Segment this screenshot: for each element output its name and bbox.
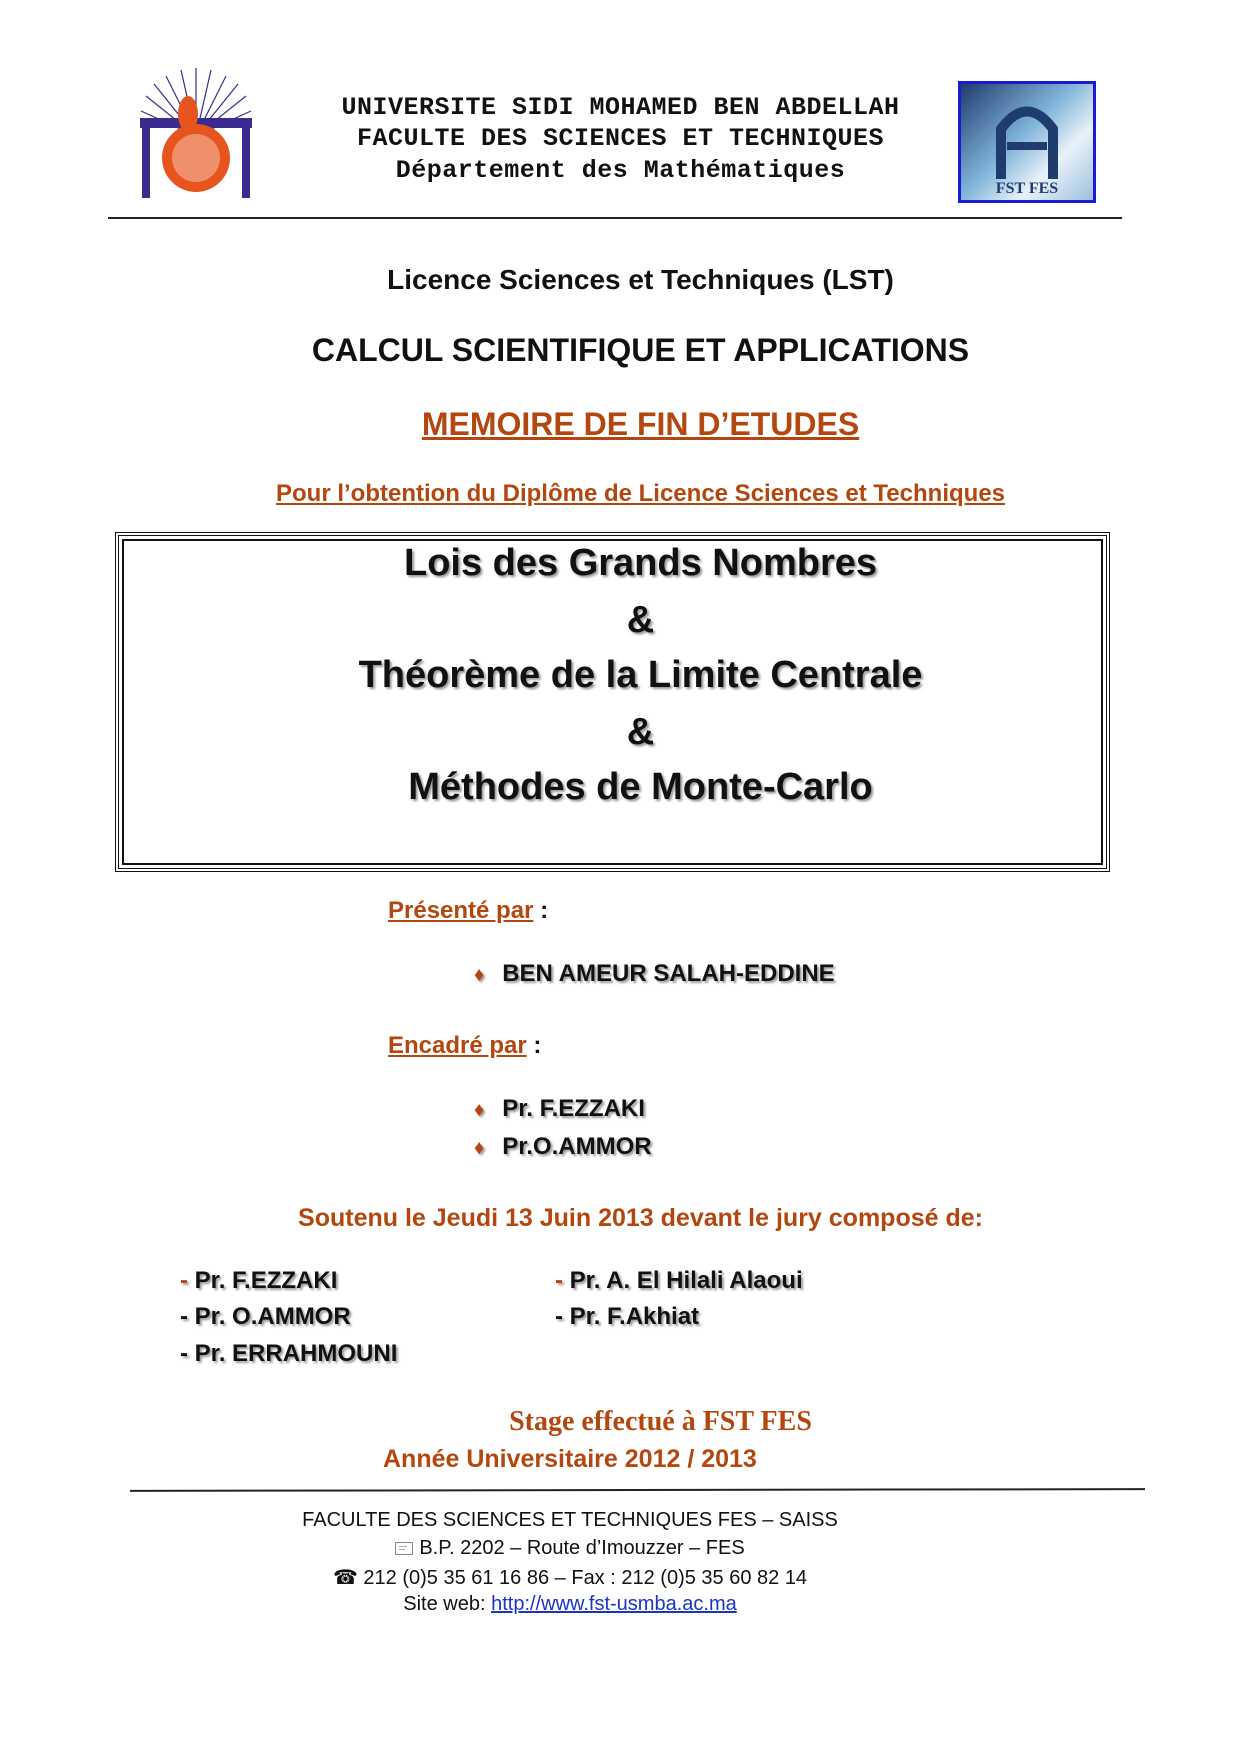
footer-phone: ☎ 212 (0)5 35 61 16 86 – Fax : 212 (0)5 35 60 82 14 — [332, 1567, 808, 1589]
footer-faculty: FACULTE DES SCIENCES ET TECHNIQUES FES – SAISS — [302, 1509, 838, 1531]
supervisor-name: Pr.O.AMMOR — [502, 1133, 652, 1160]
university-name: UNIVERSITE SIDI MOHAMED BEN ABDELLAH — [341, 93, 900, 122]
memoire-title: MEMOIRE DE FIN D’ETUDES — [421, 406, 860, 442]
supervisor-name: Pr. F.EZZAKI — [502, 1095, 645, 1122]
diamond-bullet-icon: ♦ — [474, 964, 485, 986]
mail-icon — [395, 1542, 413, 1555]
presented-label: Présenté par — [388, 897, 534, 924]
jury-member: - Pr. O.AMMOR — [180, 1303, 351, 1330]
footer-website: Site web: http://www.fst-usmba.ac.ma — [403, 1593, 737, 1615]
colon: : — [526, 1032, 542, 1059]
purpose-text: Pour l’obtention du Diplôme de Licence Sciences et Techniques — [275, 480, 1006, 507]
website-link[interactable]: http://www.fst-usmba.ac.ma — [491, 1593, 737, 1615]
diamond-bullet-icon: ♦ — [474, 1137, 485, 1159]
header-divider — [108, 217, 1122, 219]
supervisor-item — [474, 1133, 652, 1161]
thesis-title-line: Méthodes de Monte-Carlo — [408, 766, 873, 808]
program-title: Licence Sciences et Techniques (LST) — [387, 264, 894, 295]
presented-by-label — [388, 897, 548, 925]
thesis-title-line: Théorème de la Limite Centrale — [358, 654, 923, 696]
supervisor-item — [474, 1095, 645, 1123]
internship-text: Stage effectué à FST FES — [509, 1406, 812, 1437]
fst-fes-logo — [958, 81, 1096, 203]
department-name: Département des Mathématiques — [395, 156, 846, 185]
thesis-title-line: & — [626, 711, 655, 753]
footer-divider — [130, 1488, 1145, 1492]
specialty-title: CALCUL SCIENTIFIQUE ET APPLICATIONS — [311, 332, 970, 368]
footer-address: B.P. 2202 – Route d’Imouzzer – FES — [0, 1537, 1140, 1560]
defense-text: Soutenu le Jeudi 13 Juin 2013 devant le jury composé de: — [298, 1204, 983, 1232]
thesis-title-line: & — [626, 599, 655, 641]
thesis-title-line: Lois des Grands Nombres — [403, 542, 877, 584]
supervised-by-label — [388, 1032, 541, 1060]
faculty-name: FACULTE DES SCIENCES ET TECHNIQUES — [356, 124, 885, 153]
jury-member: - Pr. F.EZZAKI — [180, 1267, 338, 1294]
author-item — [474, 960, 835, 988]
jury-member: - Pr. ERRAHMOUNI — [180, 1340, 398, 1367]
colon: : — [533, 897, 549, 924]
academic-year: Année Universitaire 2012 / 2013 — [383, 1445, 757, 1473]
supervised-label: Encadré par — [388, 1032, 527, 1059]
telephone-icon: ☎ — [332, 1567, 364, 1589]
logo-text: FST FES — [995, 180, 1059, 197]
author-name: BEN AMEUR SALAH-EDDINE — [502, 960, 835, 987]
diamond-bullet-icon: ♦ — [474, 1099, 485, 1121]
jury-member: - Pr. F.Akhiat — [555, 1303, 700, 1330]
jury-member: - Pr. A. El Hilali Alaoui — [555, 1267, 803, 1294]
